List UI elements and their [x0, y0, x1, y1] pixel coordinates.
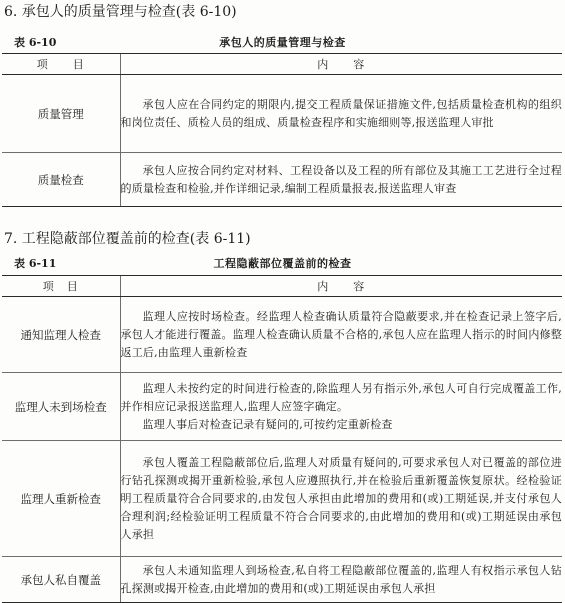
row-content: [120, 153, 562, 207]
table-caption-6-10: [0, 32, 565, 50]
row-item-label: 监理人未到场检查: [2, 373, 120, 441]
section-heading-concealed: 7. 工程隐蔽部位覆盖前的检查(表 6-11): [4, 231, 251, 247]
table-row: [2, 557, 562, 603]
row-paragraph: 监理人事后对检查记录有疑问的,可按约定重新检查: [142, 417, 393, 431]
table-number: 表 6-10: [14, 36, 57, 49]
row-content: [120, 297, 562, 373]
header-item: 项 目: [2, 54, 120, 75]
header-item: 项 目: [2, 276, 120, 297]
concealed-inspection-table: [2, 275, 562, 603]
row-paragraph: 监理人未按约定的时间进行检查的,除监理人另有指示外,承包人可自行完成覆盖工作,并作相应记录报送监理人,监理人应签字确定。: [120, 381, 562, 413]
table-row: [2, 297, 562, 373]
row-paragraph: 承包人覆盖工程隐蔽部位后,监理人对质量有疑问的,可要求承包人对已覆盖的部位进行钻孔探测或揭开重新检验,承包人应遵照执行,并在检验后重新覆盖恢复原状。经检验证明工程质量符合合同要求的,由发包人承担由此增加的费用和(或)工期延误,并支付承包人合理利润;经检验证明工程质量不符合合同要求的,由此增加的费用和(或)工期延误由承包人承担: [120, 455, 562, 541]
row-content: [120, 441, 562, 557]
row-item-label: 质量管理: [2, 75, 120, 153]
header-content: 内 容: [120, 276, 562, 297]
table-row: [2, 75, 562, 153]
row-item-label: 监理人重新检查: [2, 441, 120, 557]
row-paragraph: 承包人应在合同约定的期限内,提交工程质量保证措施文件,包括质量检查机构的组织和岗位责任、质检人员的组成、质量检查程序和实施细则等,报送监理人审批: [120, 97, 562, 129]
quality-table: [2, 53, 562, 207]
row-content: [120, 75, 562, 153]
table-title: 工程隐蔽部位覆盖前的检查: [213, 257, 352, 270]
table-row: [2, 153, 562, 207]
header-content: 内 容: [120, 54, 562, 75]
table-row: [2, 441, 562, 557]
section-heading-quality: 6. 承包人的质量管理与检查(表 6-10): [4, 4, 237, 20]
row-paragraph: 承包人应按合同约定对材料、工程设备以及工程的所有部位及其施工工艺进行全过程的质量检查和检验,并作详细记录,编制工程质量报表,报送监理人审查: [120, 163, 562, 195]
row-item-label: 通知监理人检查: [2, 297, 120, 373]
table-header-row: [2, 276, 562, 297]
table-header-row: [2, 54, 562, 75]
table-number: 表 6-11: [14, 257, 57, 270]
row-item-label: 承包人私自覆盖: [2, 557, 120, 603]
row-paragraph: 监理人应按时场检查。经监理人检查确认质量符合隐蔽要求,并在检查记录上签字后,承包人才能进行覆盖。监理人检查确认质量不合格的,承包人应在监理人指示的时间内修整返工后,由监理人重新检查: [120, 309, 562, 359]
table-title: 承包人的质量管理与检查: [219, 36, 346, 49]
table-caption-6-11: [0, 253, 565, 271]
table-row: [2, 373, 562, 441]
row-paragraph: 承包人未通知监理人到场检查,私自将工程隐蔽部位覆盖的,监理人有权指示承包人钻孔探测或揭开检查,由此增加的费用和(或)工期延误由承包人承担: [120, 563, 562, 595]
row-content: [120, 373, 562, 441]
row-item-label: 质量检查: [2, 153, 120, 207]
row-content: [120, 557, 562, 603]
